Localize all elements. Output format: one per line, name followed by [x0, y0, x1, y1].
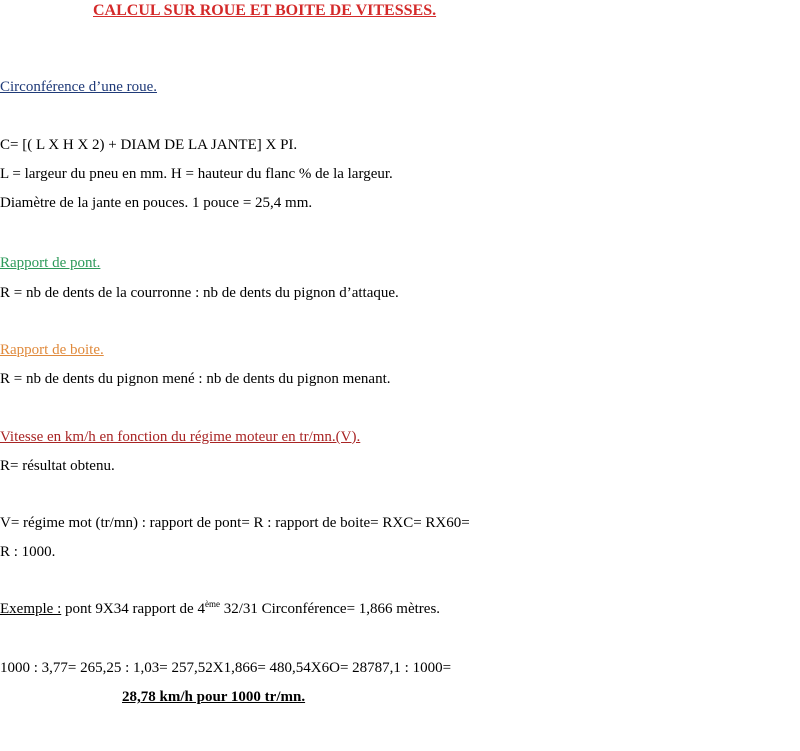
vitesse-formula-line-1: V= régime mot (tr/mn) : rapport de pont= R : rapport de boite= RXC= RX60=: [0, 515, 470, 531]
circonference-formula: C= [( L X H X 2) + DIAM DE LA JANTE] X PI.: [0, 137, 298, 153]
vitesse-formula-line-2: R : 1000.: [0, 544, 56, 560]
document-title: CALCUL SUR ROUE ET BOITE DE VITESSES.: [93, 2, 437, 19]
example-superscript: ème: [204, 599, 220, 609]
example-label: Exemple :: [0, 601, 62, 617]
heading-circonference: Circonférence d’une roue.: [0, 79, 158, 95]
heading-rapport-de-boite: Rapport de boite.: [0, 342, 104, 358]
example-line: [0, 600, 440, 618]
example-result: 28,78 km/h pour 1000 tr/mn.: [122, 689, 306, 705]
heading-vitesse: Vitesse en km/h en fonction du régime moteur en tr/mn.(V).: [0, 429, 361, 445]
circonference-definition-2: Diamètre de la jante en pouces. 1 pouce = 25,4 mm.: [0, 195, 313, 211]
example-text-part-2: 32/31 Circonférence= 1,866 mètres.: [219, 601, 441, 617]
vitesse-result-definition: R= résultat obtenu.: [0, 458, 115, 474]
heading-rapport-de-pont: Rapport de pont.: [0, 255, 101, 271]
rapport-de-boite-formula: R = nb de dents du pignon mené : nb de dents du pignon menant.: [0, 371, 391, 387]
circonference-definition-1: L = largeur du pneu en mm. H = hauteur du flanc % de la largeur.: [0, 166, 393, 182]
rapport-de-pont-formula: R = nb de dents de la courronne : nb de dents du pignon d’attaque.: [0, 285, 399, 301]
example-text-part-1: pont 9X34 rapport de 4: [61, 601, 205, 617]
example-calculation: 1000 : 3,77= 265,25 : 1,03= 257,52X1,866= 480,54X6O= 28787,1 : 1000=: [0, 660, 452, 676]
